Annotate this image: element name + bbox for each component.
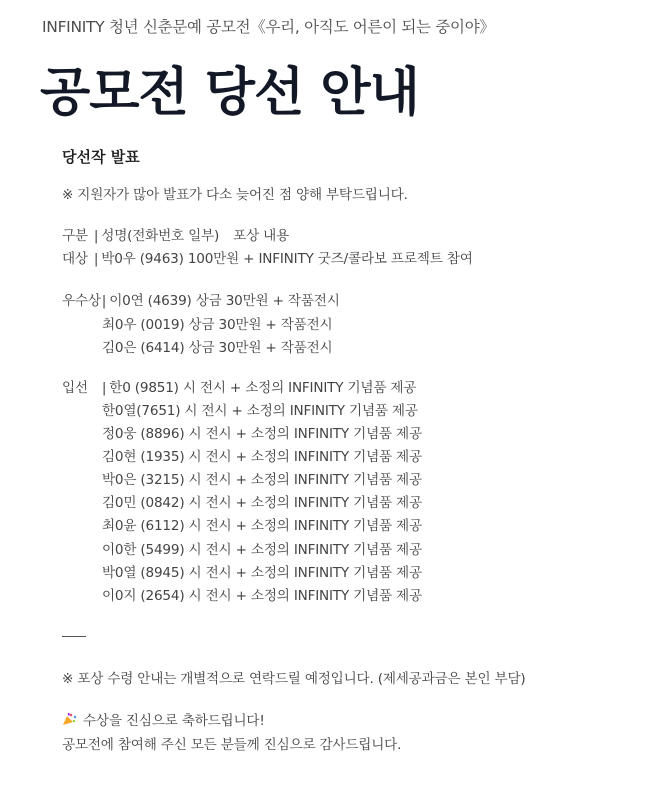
grand-prize-row <box>62 247 473 267</box>
excellence-label: 우수상 <box>62 293 101 309</box>
selected-entry: 김0민 (0842) 시 전시 + 소정의 INFINITY 기념품 제공 <box>102 495 422 511</box>
selected-label: 입선 <box>62 380 88 396</box>
selected-entry: 정0웅 (8896) 시 전시 + 소정의 INFINITY 기념품 제공 <box>102 426 422 442</box>
selected-entry: 박0은 (3215) 시 전시 + 소정의 INFINITY 기념품 제공 <box>102 472 422 488</box>
delay-notice: ※ 지원자가 많아 발표가 다소 늦어진 점 양해 부탁드립니다. <box>62 187 408 203</box>
header-name: 성명(전화번호 일부) <box>101 228 220 244</box>
section-heading: 당선작 발표 <box>62 148 140 166</box>
separator: | <box>93 228 99 244</box>
grand-prize-entry: 박0우 (9463) 100만원 + INFINITY 굿즈/콜라보 프로젝트 참여 <box>101 251 473 267</box>
excellence-entry: 이0연 (4639) 상금 30만원 + 작품전시 <box>109 293 340 309</box>
party-popper-icon <box>62 713 77 726</box>
grand-prize-label: 대상 <box>62 251 88 267</box>
selected-row <box>62 376 416 396</box>
excellence-entry: 최0우 (0019) 상금 30만원 + 작품전시 <box>102 317 333 333</box>
selected-entry: 한0열(7651) 시 전시 + 소정의 INFINITY 기념품 제공 <box>102 403 418 419</box>
separator: | <box>93 251 99 267</box>
selected-entry: 이0한 (5499) 시 전시 + 소정의 INFINITY 기념품 제공 <box>102 542 422 558</box>
congrats-text: 수상을 진심으로 축하드립니다! <box>83 713 265 729</box>
header-category: 구분 <box>62 228 88 244</box>
excellence-row <box>62 289 340 309</box>
divider <box>62 636 86 637</box>
table-header-row <box>62 224 289 244</box>
separator: | <box>101 293 107 309</box>
thanks-text: 공모전에 참여해 주신 모든 분들께 진심으로 감사드립니다. <box>62 737 402 753</box>
award-notice: ※ 포상 수령 안내는 개별적으로 연락드릴 예정입니다. (제세공과금은 본인 부담) <box>62 671 526 687</box>
selected-entry: 김0현 (1935) 시 전시 + 소정의 INFINITY 기념품 제공 <box>102 449 422 465</box>
selected-entry: 박0열 (8945) 시 전시 + 소정의 INFINITY 기념품 제공 <box>102 565 422 581</box>
header-award: 포상 내용 <box>233 228 290 244</box>
selected-entry: 최0윤 (6112) 시 전시 + 소정의 INFINITY 기념품 제공 <box>102 518 422 534</box>
congrats-row <box>62 709 265 729</box>
selected-entry: 한0 (9851) 시 전시 + 소정의 INFINITY 기념품 제공 <box>109 380 417 396</box>
excellence-entry: 김0은 (6414) 상금 30만원 + 작품전시 <box>102 340 333 356</box>
selected-entry: 이0지 (2654) 시 전시 + 소정의 INFINITY 기념품 제공 <box>102 588 422 604</box>
page-subtitle: INFINITY 청년 신춘문예 공모전《우리, 아직도 어른이 되는 중이야》 <box>42 18 495 36</box>
separator: | <box>101 380 107 396</box>
page-title: 공모전 당선 안내 <box>40 63 419 123</box>
